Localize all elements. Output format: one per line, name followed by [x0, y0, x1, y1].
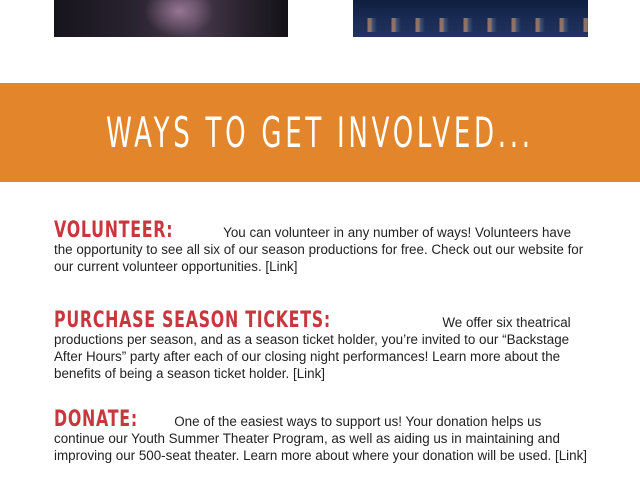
season-tickets-text: We offer six theatrical productions per season, and as a season ticket holder, you’re invited to our “Backstage After Hours” party after each of our closing night performances! Learn more about the benefits of being a season ticket holder. — [54, 315, 571, 381]
volunteer-heading: VOLUNTEER: — [54, 218, 174, 243]
volunteer-text: You can volunteer in any number of ways! Volunteers have the opportunity to see all six of our season productions for free. Check out our website for our current volunteer opportunities. — [54, 225, 584, 274]
donate-item — [54, 407, 590, 464]
banner-title: WAYS TO GET INVOLVED... — [106, 108, 534, 157]
volunteer-link[interactable]: [Link] — [265, 259, 298, 274]
donate-link[interactable]: [Link] — [554, 448, 587, 463]
season-tickets-link[interactable]: [Link] — [292, 366, 325, 381]
theater-photo-right — [353, 0, 588, 37]
ways-to-get-involved-banner — [0, 83, 640, 182]
season-tickets-item — [54, 308, 590, 382]
donate-heading: DONATE: — [54, 407, 138, 432]
theater-photo-left — [54, 0, 288, 37]
donate-text: One of the easiest ways to support us! Your donation helps us continue our Youth Summer Theater Program, as well as aiding us in maintaining and improving our 500-seat theater. Learn more about where your donation will be used. — [54, 414, 560, 463]
stage-light-glow — [144, 0, 214, 37]
volunteer-item — [54, 218, 590, 275]
season-tickets-heading: PURCHASE SEASON TICKETS: — [54, 308, 331, 333]
water-reflection — [353, 18, 588, 32]
